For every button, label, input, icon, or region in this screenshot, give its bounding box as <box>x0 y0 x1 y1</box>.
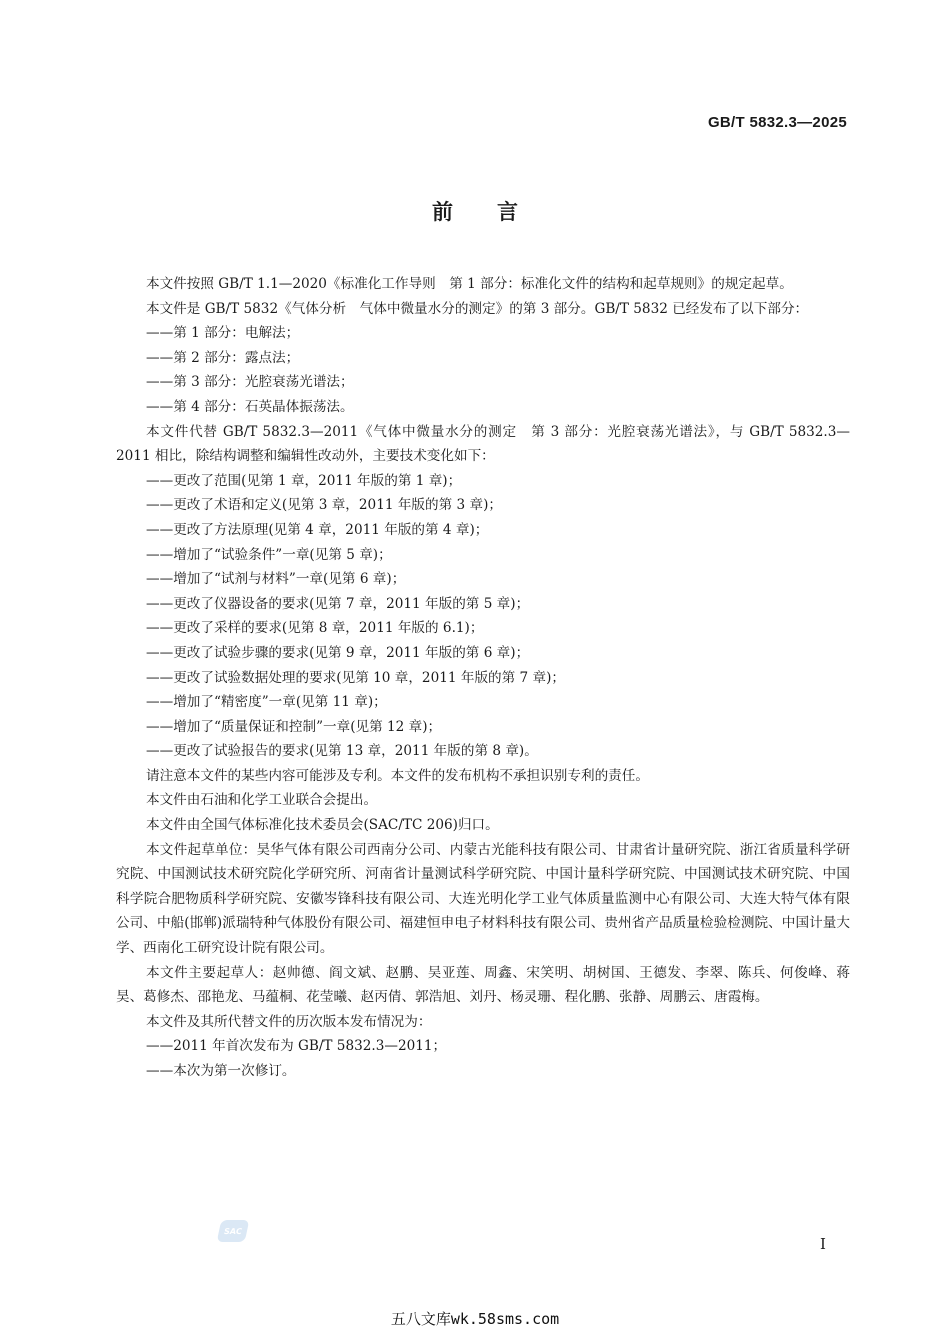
list-item-history: ——本次为第一次修订。 <box>146 1063 296 1079</box>
list-item-part: ——第 3 部分：光腔衰荡光谱法； <box>146 374 354 391</box>
list-item-change: ——更改了范围(见第 1 章，2011 年版的第 1 章)； <box>146 472 462 489</box>
list-item-change: ——增加了“试验条件”一章(见第 5 章)； <box>146 546 392 563</box>
list-item-part: ——第 1 部分：电解法； <box>146 325 300 342</box>
paragraph-drafting-rules: 本文件按照 GB/T 1.1—2020《标准化工作导则 第 1 部分：标准化文件的结构和起草规则》的规定起草。 <box>146 276 793 292</box>
list-item-change: ——增加了“质量保证和控制”一章(见第 12 章)； <box>146 718 442 735</box>
standard-number: GB/T 5832.3—2025 <box>707 114 847 131</box>
list-item-change: ——增加了“精密度”一章(见第 11 章)； <box>146 694 387 711</box>
list-item-change: ——更改了试验步骤的要求(见第 9 章，2011 年版的第 6 章)； <box>146 644 530 661</box>
page-title: 前言 <box>432 200 562 224</box>
paragraph-proposed: 本文件由石油和化学工业联合会提出。 <box>146 792 378 809</box>
paragraph-history-intro: 本文件及其所代替文件的历次版本发布情况为： <box>146 1013 432 1030</box>
page-number: I <box>820 1235 826 1253</box>
list-item-change: ——更改了术语和定义(见第 3 章，2011 年版的第 3 章)； <box>146 497 502 514</box>
paragraph-drafting-units: 本文件起草单位：昊华气体有限公司西南分公司、内蒙古光能科技有限公司、甘肃省计量研究院、浙江省质量科学研究院、中国测试技术研究院化学研究所、河南省计量测试科学研究院、中国计量科学研究院、中国测试技术研究院、中国科学院合肥物质科学研究院、安徽岑锋科技有限公司、大连光明化学工业气体质量监测中心有限公司、大连大特气体有限公司、中船(邯郸)派瑞特种气体股份有限公司、福建恒申电子材料科技有限公司、贵州省产品质量检验检测院、中国计量大学、西南化工研究设计院有限公司。 <box>116 841 850 957</box>
paragraph-centralized: 本文件由全国气体标准化技术委员会(SAC/TC 206)归口。 <box>146 817 499 834</box>
paragraph-patent: 请注意本文件的某些内容可能涉及专利。本文件的发布机构不承担识别专利的责任。 <box>146 767 649 784</box>
foreword-body <box>116 272 850 1084</box>
paragraph-part-info: 本文件是 GB/T 5832《气体分析 气体中微量水分的测定》的第 3 部分。GB/T 5832 已经发布了以下部分： <box>146 300 809 317</box>
list-item-part: ——第 4 部分：石英晶体振荡法。 <box>146 398 354 415</box>
list-item-part: ——第 2 部分：露点法； <box>146 349 300 366</box>
paragraph-replaces: 本文件代替 GB/T 5832.3—2011《气体中微量水分的测定 第 3 部分：光腔衰荡光谱法》，与 GB/T 5832.3—2011 相比，除结构调整和编辑性改动外，主要技术变化如下： <box>116 423 850 465</box>
list-item-history: ——2011 年首次发布为 GB/T 5832.3—2011； <box>146 1038 447 1055</box>
sac-logo: SAC <box>217 1220 250 1242</box>
list-item-change: ——更改了试验数据处理的要求(见第 10 章，2011 年版的第 7 章)； <box>146 669 566 686</box>
list-item-change: ——增加了“试剂与材料”一章(见第 6 章)； <box>146 571 406 588</box>
list-item-change: ——更改了仪器设备的要求(见第 7 章，2011 年版的第 5 章)； <box>146 595 530 612</box>
paragraph-drafters: 本文件主要起草人：赵帅德、阎文斌、赵鹏、吴亚莲、周鑫、宋笑明、胡树国、王德发、李翠、陈兵、何俊峰、蒋昊、葛修杰、邵艳龙、马蕴桐、花莹曦、赵丙倩、郭浩旭、刘丹、杨灵珊、程化鹏、张静、周鹏云、唐霞梅。 <box>116 964 850 1006</box>
list-item-change: ——更改了试验报告的要求(见第 13 章，2011 年版的第 8 章)。 <box>146 743 538 760</box>
list-item-change: ——更改了采样的要求(见第 8 章，2011 年版的 6.1)； <box>146 620 484 637</box>
list-item-change: ——更改了方法原理(见第 4 章，2011 年版的第 4 章)； <box>146 521 489 538</box>
footer-watermark: 五八文库wk.58sms.com <box>390 1310 560 1328</box>
